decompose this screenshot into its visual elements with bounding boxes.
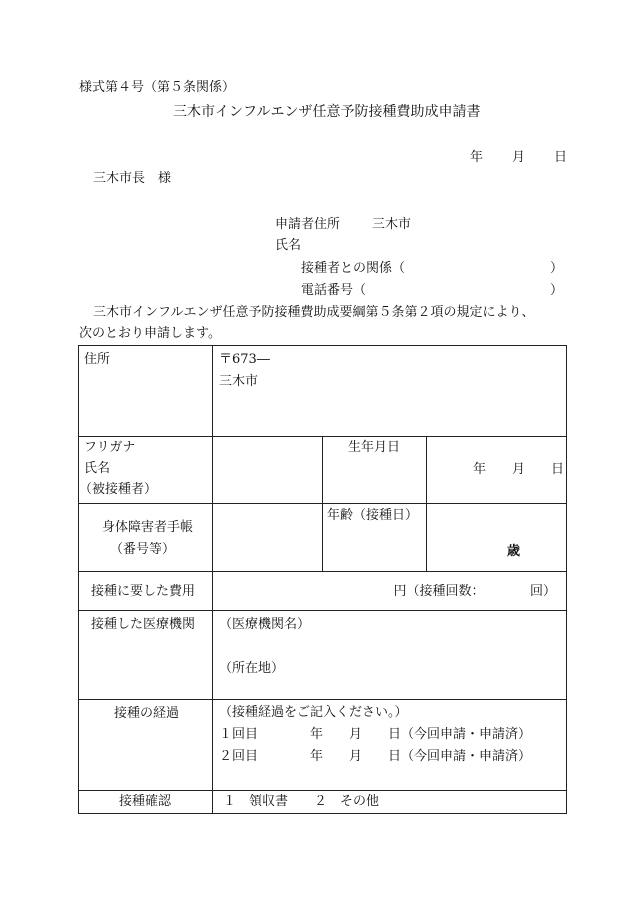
form-title: 三木市インフルエンザ任意予防接種費助成申請書 <box>173 104 481 120</box>
name-label: 氏名 <box>84 461 111 476</box>
applicant-relation-label: 接種者との関係（ <box>301 261 406 276</box>
cost-value-cell[interactable] <box>213 572 567 611</box>
disability-number-label: （番号等） <box>110 542 176 557</box>
birth-year: 年 <box>473 462 487 477</box>
cost-label: 接種に要した費用 <box>91 584 196 599</box>
applicant-phone-label: 電話番号（ <box>301 283 367 298</box>
date-month: 月 <box>512 150 526 165</box>
clinic-label-cell <box>79 611 213 700</box>
form-number: 様式第４号（第５条関係） <box>79 80 236 95</box>
history-second: ２回目 年 月 日（今回申請・申請済） <box>219 749 532 764</box>
address-label: 住所 <box>84 352 111 367</box>
birth-day: 日 <box>551 462 565 477</box>
application-table <box>78 345 567 814</box>
address-value-cell[interactable] <box>213 346 567 437</box>
clinic-location-label: （所在地） <box>219 661 285 676</box>
cost-label-cell <box>79 572 213 611</box>
furigana-label: フリガナ <box>84 440 136 455</box>
applicant-relation-close: ） <box>550 261 564 276</box>
age-label: 年齢（接種日） <box>327 508 419 523</box>
applicant-name-label: 氏名 <box>275 238 302 253</box>
history-note: （接種経過をご記入ください。） <box>219 705 408 720</box>
confirm-options: １ 領収書 ２ その他 <box>223 794 380 809</box>
row-cost <box>79 572 567 611</box>
cost-value: 円（接種回数： 回） <box>393 584 556 599</box>
birthdate-label-cell <box>323 437 427 504</box>
clinic-name-label: （医療機関名） <box>219 617 311 632</box>
age-value-cell[interactable] <box>427 504 567 572</box>
age-label-cell <box>323 504 427 572</box>
row-name <box>79 437 567 504</box>
birthdate-value-cell[interactable] <box>427 437 567 504</box>
postal-code: 〒673― <box>219 352 270 367</box>
row-history <box>79 700 567 791</box>
date-day: 日 <box>554 150 568 165</box>
row-clinic <box>79 611 567 700</box>
history-label: 接種の経過 <box>114 706 180 721</box>
row-address <box>79 346 567 437</box>
applicant-address-label: 申請者住所 <box>275 217 341 232</box>
confirm-label: 接種確認 <box>119 794 172 809</box>
addressee: 三木市長 様 <box>93 171 172 186</box>
address-city: 三木市 <box>219 374 259 389</box>
applicant-address-city: 三木市 <box>372 217 412 232</box>
row-confirm <box>79 791 567 814</box>
disability-label-cell <box>79 504 213 572</box>
birth-month: 月 <box>512 462 526 477</box>
confirm-label-cell <box>79 791 213 814</box>
clinic-value-cell[interactable] <box>213 611 567 700</box>
statement-line-1: 三木市インフルエンザ任意予防接種費助成要綱第５条第２項の規定により、 <box>93 305 535 320</box>
birthdate-label: 生年月日 <box>348 440 401 455</box>
name-value-cell[interactable] <box>213 437 323 504</box>
confirm-value-cell[interactable] <box>213 791 567 814</box>
clinic-label: 接種した医療機関 <box>91 617 196 632</box>
age-unit: 歳 <box>507 544 521 559</box>
applicant-phone-close: ） <box>550 283 564 298</box>
date-year: 年 <box>470 150 484 165</box>
statement-line-2: 次のとおり申請します。 <box>79 326 221 341</box>
history-first: １回目 年 月 日（今回申請・申請済） <box>219 727 532 742</box>
disability-value-cell[interactable] <box>213 504 323 572</box>
name-label-cell <box>79 437 213 504</box>
address-label-cell <box>79 346 213 437</box>
vaccinee-label: （被接種者） <box>79 482 158 497</box>
disability-label: 身体障害者手帳 <box>102 520 194 535</box>
row-disability <box>79 504 567 572</box>
history-value-cell[interactable] <box>213 700 567 791</box>
history-label-cell <box>79 700 213 791</box>
